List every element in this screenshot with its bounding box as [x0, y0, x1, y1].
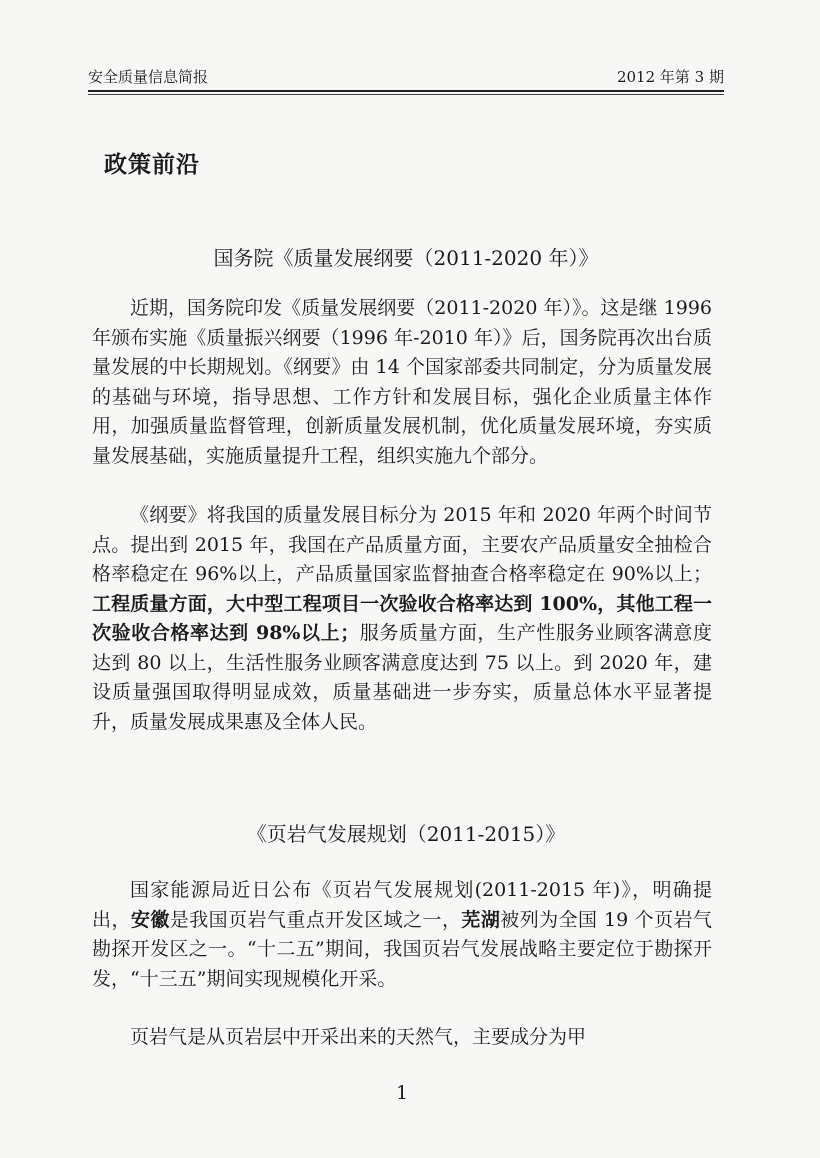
paragraph-3 — [92, 876, 712, 994]
paragraph-2-text-b: 服务质量方面，生产性服务业顾客满意度达到 80 以上，生活性服务业顾客满意度达到 75 以上。到 2020 年，建设质量强国取得明显成效，质量基础进一步夯实，质量总体水平显著提升，质量发展成果惠及全体人民。 — [92, 622, 712, 733]
paragraph-1: 近期，国务院印发《质量发展纲要（2011-2020 年）》。这是继 1996 年颁布实施《质量振兴纲要（1996 年-2010 年）》后，国务院再次出台质量发展的中长期规划。《纲要》由 14 个国家部委共同制定，分为质量发展的基础与环境，指导思想、工作方针和发展目标，强化企业质量主体作用，加强质量监督管理，创新质量发展机制，优化质量发展环境，夯实质量发展基础，实施质量提升工程，组织实施九个部分。 — [92, 297, 712, 467]
paragraph-2 — [92, 501, 712, 737]
paragraph-2-text-a: 《纲要》将我国的质量发展目标分为 2015 年和 2020 年两个时间节点。提出到 2015 年，我国在产品质量方面，主要农产品质量安全抽检合格率稳定在 96%以上，产品质量国家监督抽查合格率稳定在 90%以上； — [92, 504, 712, 585]
paragraph-3-text-e: 被列为全国 19 个页岩气勘探开发区之一。“十二五”期间，我国页岩气发展战略主要定位于勘探开发，“十三五”期间实现规模化开采。 — [92, 908, 712, 990]
paragraph-4: 页岩气是从页岩层中开采出来的天然气，主要成分为甲 — [130, 1026, 587, 1048]
paragraph-3-text-a: 国家能源局近日公布《页岩气发展规划(2011-2015 年)》，明确提出， — [92, 879, 712, 931]
header-rule-thick — [88, 90, 724, 92]
issue-number: 2012 年第 3 期 — [616, 68, 724, 86]
header-rule-thin — [88, 94, 724, 95]
paragraph-3-text-c: 是我国页岩气重点开发区域之一， — [169, 908, 462, 931]
page-number: 1 — [396, 1082, 409, 1104]
publication-name: 安全质量信息简报 — [88, 68, 209, 86]
paragraph-3-bold-wuhu: 芜湖 — [461, 908, 501, 931]
article-title-quality-outline: 国务院《质量发展纲要（2011-2020 年）》 — [213, 246, 599, 270]
section-title: 政策前沿 — [104, 151, 200, 178]
paragraph-3-bold-anhui: 安徽 — [130, 908, 170, 931]
page-header — [88, 62, 724, 92]
paragraph-2-bold: 工程质量方面，大中型工程项目一次验收合格率达到 100%，其他工程一次验收合格率达到 98%以上； — [92, 592, 712, 644]
article-title-shale-gas: 《页岩气发展规划（2011-2015）》 — [246, 822, 566, 846]
